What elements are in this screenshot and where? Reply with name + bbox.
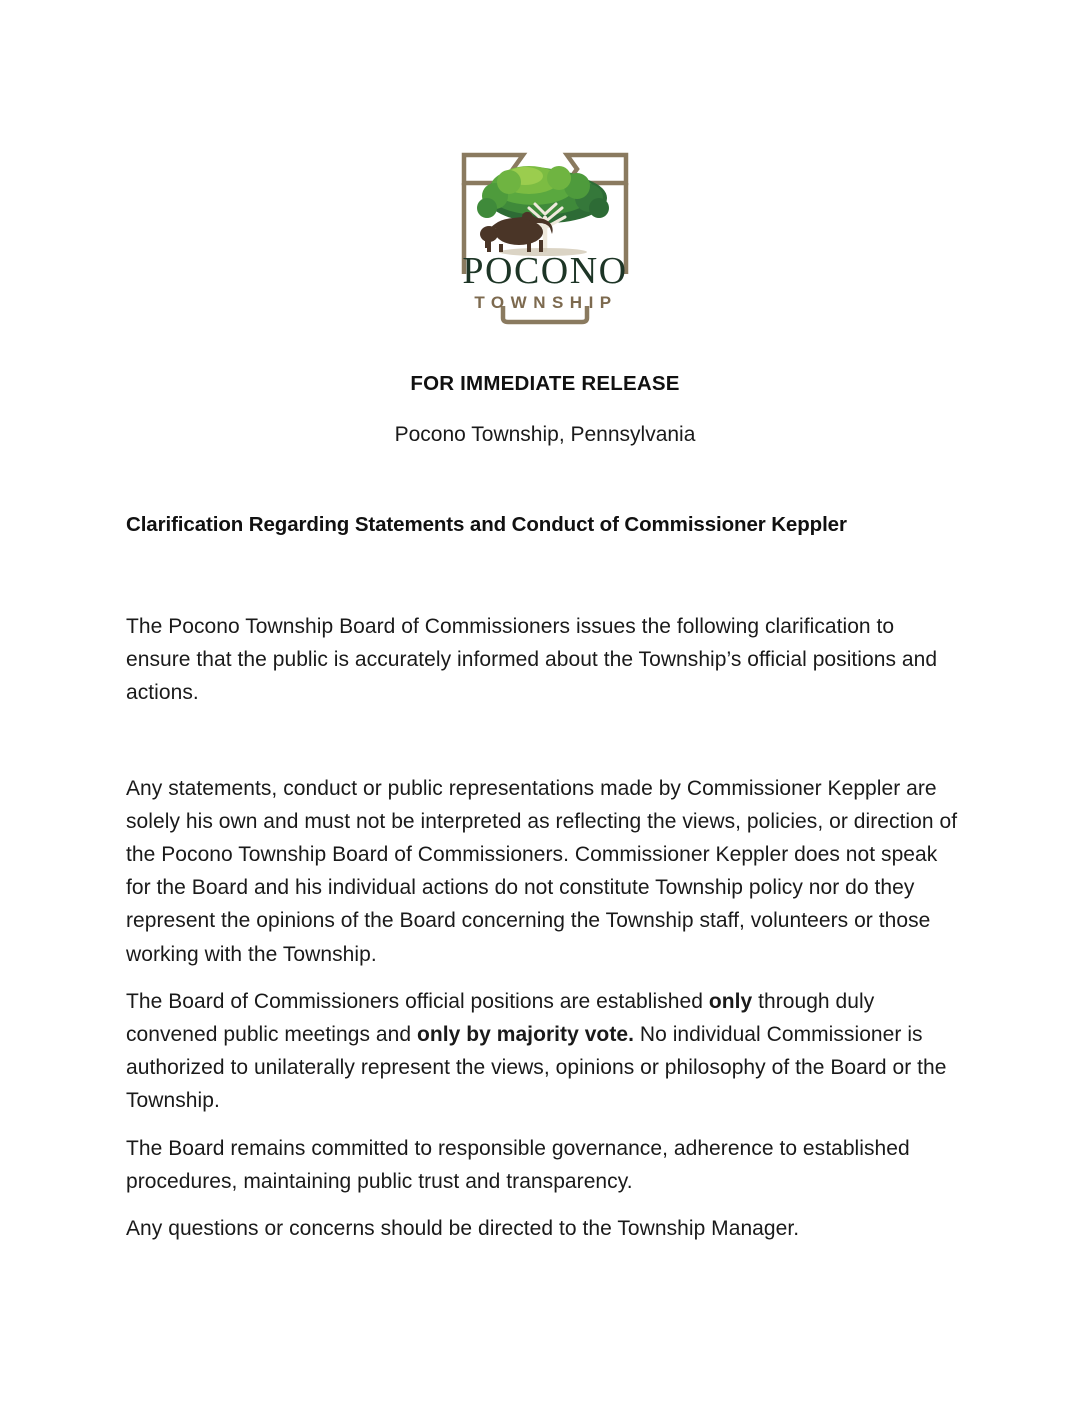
logo-block bbox=[0, 122, 1090, 340]
paragraph-official-positions: The Board of Commissioners official positions are established only through duly convened public meetings and only by majority vote. No individual Commissioner is authorized to unilaterally represent the views, opinions or philosophy of the Board or the Township. bbox=[126, 989, 947, 1113]
pocono-township-logo bbox=[429, 122, 661, 340]
spacer-disclaimer bbox=[126, 971, 964, 985]
paragraph-commitment: The Board remains committed to responsible governance, adherence to established procedures, maintaining public trust and transparency. bbox=[126, 1136, 910, 1193]
spacer-commitment bbox=[126, 1198, 964, 1212]
page-title: Clarification Regarding Statements and Conduct of Commissioner Keppler bbox=[126, 513, 847, 536]
spacer-official-positions bbox=[126, 1118, 964, 1132]
paragraph-intro: The Pocono Township Board of Commissioners issues the following clarification to ensure that the public is accurately informed about the Township’s official positions and actions. bbox=[126, 615, 938, 705]
logo-wordmark-primary: POCONO bbox=[462, 250, 628, 292]
spacer-headline bbox=[126, 539, 964, 610]
spacer-intro bbox=[126, 710, 964, 772]
paragraph-contact: Any questions or concerns should be directed to the Township Manager. bbox=[126, 1217, 800, 1241]
document-body bbox=[126, 511, 964, 1245]
for-immediate-release-label: FOR IMMEDIATE RELEASE bbox=[410, 372, 680, 395]
logo-wordmark-secondary: TOWNSHIP bbox=[474, 293, 618, 312]
paragraph-disclaimer: Any statements, conduct or public representations made by Commissioner Keppler are solely his own and must not be interpreted as reflecting the views, policies, or direction of the Pocono Township Board of Commissioners. Commissioner Keppler does not speak for the Board and his individual actions do not constitute Township policy nor do they represent the opinions of the Board concerning the Township staff, volunteers or those working with the Township. bbox=[126, 776, 958, 966]
location-line: Pocono Township, Pennsylvania bbox=[394, 423, 696, 446]
